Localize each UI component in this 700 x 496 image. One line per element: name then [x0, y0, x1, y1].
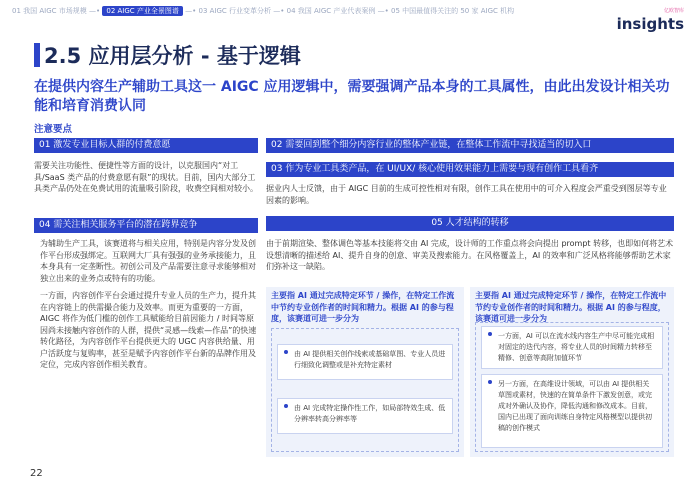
- panel-right-card-1-text: 一方面，AI 可以在流水线内容生产中尽可能完成相对固定的迭代内容，将专业人员的时间精力转移至精修、创意等高附加值环节: [498, 332, 655, 362]
- nav-item-cases[interactable]: 04 我国 AIGC 产业代表案例: [286, 7, 376, 15]
- section-03-header: 03 作为专业工具类产品，在 UI/UX/ 核心使用效果能力上需要与现有创作工具看齐: [266, 162, 674, 177]
- panel-left-card-2: [277, 398, 453, 434]
- section-01-body: [34, 160, 258, 198]
- page-number: 22: [30, 468, 43, 479]
- panel-left-card-1-text: 由 AI 提供相关创作线索或基础草图、专业人员进行细致化调整或是补充特定素材: [294, 350, 446, 369]
- section-05-header: 05 人才结构的转移: [266, 216, 674, 231]
- breadcrumb-nav: [12, 6, 514, 16]
- section-04-paragraph-1: 为辅助生产工具，该赛道将与相关应用，特别是内容分发及创作平台形成强绑定。互联网大厂具有强强的业务承接能力，且本身具有一定垄断性。初创公司及产品需要注意寻求能够相对独立出来的业务点或特有的功能。: [40, 239, 256, 283]
- panel-right-card-1: [481, 326, 663, 369]
- nav-separator: —•: [88, 7, 101, 15]
- section-01-header: 01 激发专业目标人群的付费意愿: [34, 138, 258, 153]
- nav-separator: —•: [185, 7, 197, 15]
- page-subtitle: 在提供内容生产辅助工具这一 AIGC 应用逻辑中，需要强调产品本身的工具属性，由此出发设计相关功能和培育消费认同: [34, 79, 670, 114]
- nav-item-industry-change[interactable]: 03 AIGC 行业变革分析: [198, 7, 272, 15]
- section-04-header: 04 需关注相关服务平台的潜在跨界竞争: [34, 218, 258, 233]
- nav-item-market-size[interactable]: 01 我国 AIGC 市场规模: [12, 7, 87, 15]
- title-accent-bar: [34, 43, 40, 67]
- nav-separator: —•: [273, 7, 285, 15]
- section-05-text: 由于前期渲染、整体调色等基本技能将交由 AI 完成，设计师的工作重点将会向提出 prompt 转移，也即如何将艺术设想清晰的描述给 AI、提升自身的创意、审美及搜索能力。在风格覆盖上，AI 的效率和广泛风格将能够帮助艺术家们弥补这一缺陷。: [266, 239, 674, 271]
- section-04-paragraph-2: 一方面，内容创作平台会通过提升专业人员的生产力，提升其在内容链上的供需撮合能力及效率。而更为重要的一方面，AIGC 将作为低门槛的创作工具赋能给目前因能力 / 时间等原因尚未接触内容创作的人群，提供“灵感—线索—作品”的快速转化路径，为内容创作平台提供更大的 UGC 内容供给量、用户活跃度与复购率，甚至是赋予内容创作平台新的品牌作用及定位，完成内容创作相关教育。: [40, 291, 257, 369]
- section-04-body: [40, 238, 258, 374]
- panel-left-card-1: [277, 344, 453, 380]
- page-title: 2.5 应用层分析 - 基于逻辑: [44, 44, 301, 68]
- section-02-header: 02 需要回到整个细分内容行业的整体产业链，在整体工作流中寻找适当的切入口: [266, 138, 674, 153]
- section-01-text: 需要关注功能性、便捷性等方面的设计，以克服国内“对工具/SaaS 类产品的付费意愿有限”的现状。目前，国内大部分工具类产品仍处在免费试用的流量吸引阶段，收费空间相对较小。: [34, 161, 258, 193]
- section-03-text: 据业内人士反馈，由于 AIGC 目前的生成可控性相对有限，创作工具在使用中的可介入程度会严重受到图层等专业因素的影响。: [266, 184, 667, 205]
- bullet-icon: [284, 350, 288, 354]
- panel-left-card-2-text: 由 AI 完成特定操作性工作，如局部特效生成、低分辨率转高分辨率等: [294, 404, 446, 423]
- nav-item-industry-map[interactable]: 02 AIGC 产业全景图谱: [102, 6, 183, 16]
- logo-tagline: 亿欧智库: [663, 8, 684, 14]
- bullet-icon: [488, 380, 492, 384]
- panel-right-card-2-text: 另一方面，在高维设计领域，可以由 AI 提供相关草图或素材，快速的在简单条件下激发创意，或完成对外确认及协作，降低沟通和修改成本。目前，国内已出现了面向训练自身特定风格模型以提供初稿的创作模式: [498, 380, 652, 432]
- brand-logo: [617, 8, 684, 33]
- panel-left-title: 主要指 AI 通过完成特定环节 / 操作，在特定工作流中节约专业创作者的时间和精力。根据 AI 的参与程度，该赛道可进一步分为: [271, 291, 455, 323]
- panel-right-title: 主要指 AI 通过完成特定环节 / 操作，在特定工作流中节约专业创作者的时间和精力。根据 AI 的参与程度，该赛道可进一步分为: [475, 291, 667, 323]
- section-05-body: [266, 238, 674, 276]
- bullet-icon: [488, 332, 492, 336]
- nav-separator: —•: [377, 7, 389, 15]
- logo-wordmark: insights: [616, 15, 684, 33]
- panel-right-card-2: [481, 374, 663, 448]
- nav-item-top50[interactable]: 05 中国最值得关注的 50 家 AIGC 机构: [391, 7, 515, 15]
- section-03-body: [266, 183, 674, 209]
- notes-label: 注意要点: [34, 124, 73, 135]
- bullet-icon: [284, 404, 288, 408]
